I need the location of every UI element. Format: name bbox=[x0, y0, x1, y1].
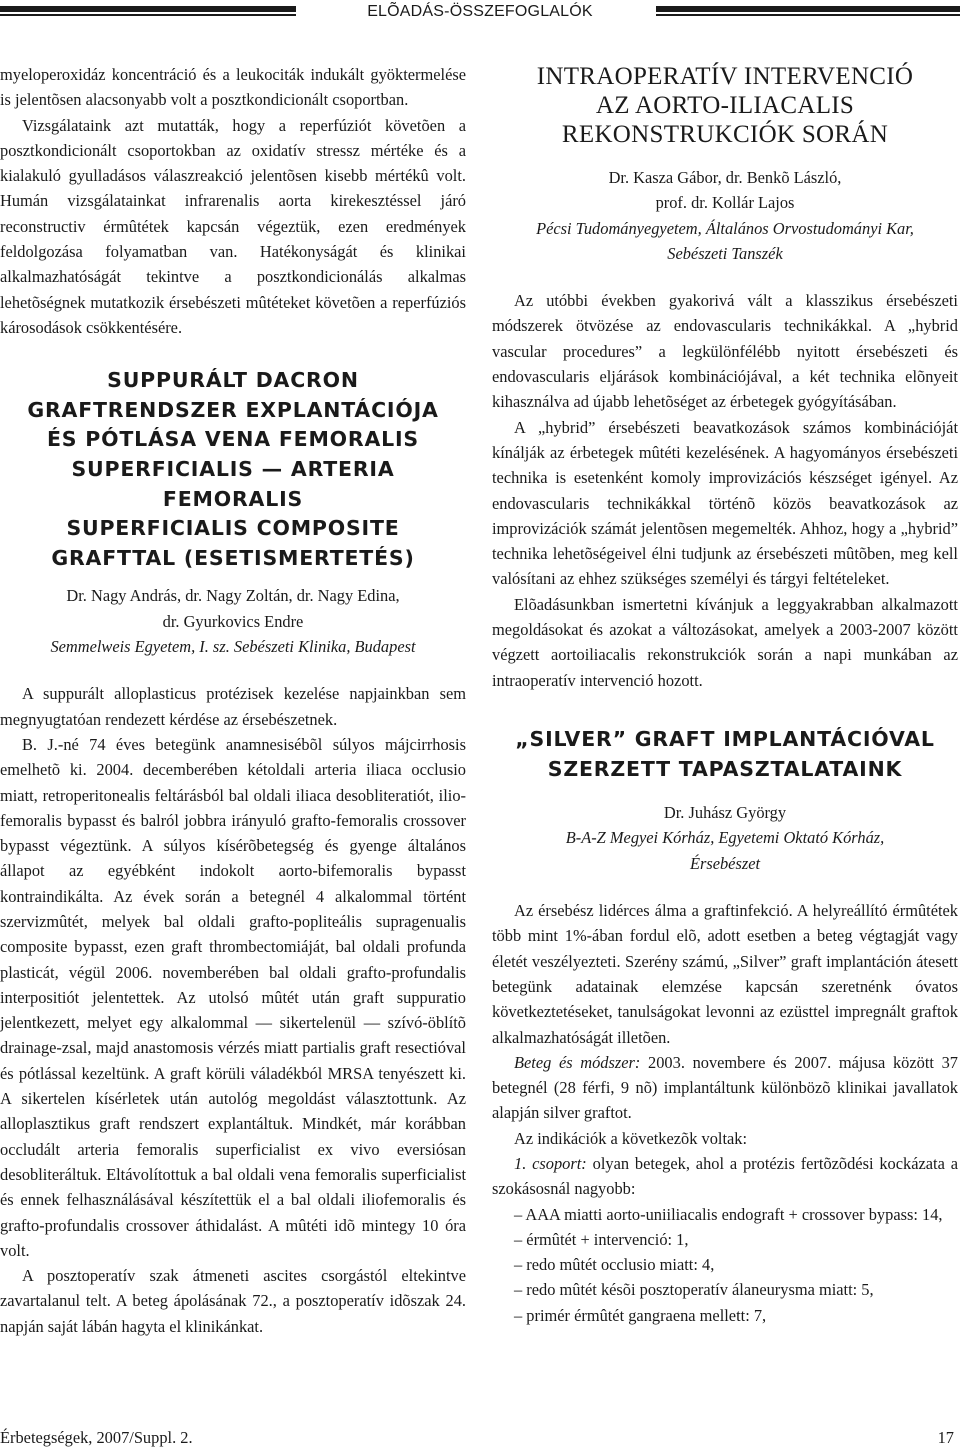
author-line: dr. Gyurkovics Endre bbox=[162, 611, 304, 631]
left-column bbox=[0, 62, 466, 1339]
authors bbox=[492, 165, 958, 216]
body-paragraph: Az utóbbi években gyakorivá vált a klasszikus érsebészeti módszerek ötvözése az endovascularis technikákkal. A „hybrid vascular procedures” a legkülönfélébb nyitott érsebészeti és endovascularis eljárások kombinációjával, a két technika elõnyeit kihasználva ad újabb lehetõséget az érbetegek gyógyításában. bbox=[492, 291, 958, 412]
article-body bbox=[0, 681, 466, 1339]
header-rule-left-thin bbox=[0, 14, 296, 16]
group-label: 1. csoport: bbox=[514, 1153, 587, 1173]
page-header bbox=[0, 0, 960, 26]
method-label: Beteg és módszer: bbox=[514, 1052, 641, 1072]
list-item: – redo mûtét késõi posztoperatív álaneurysma miatt: 5, bbox=[514, 1280, 874, 1300]
list-item: – redo mûtét occlusio miatt: 4, bbox=[514, 1255, 715, 1275]
affiliation-line: Érsebészet bbox=[689, 853, 761, 873]
authors bbox=[0, 583, 466, 634]
article-body bbox=[492, 898, 958, 1328]
method-text: 2003. novembere és 2007. májusa között 37 betegnél (28 férfi, 9 nõ) implantáltunk különbözõ klinikai javallatok alapján silver graftot. bbox=[492, 1052, 958, 1123]
affiliation bbox=[492, 216, 958, 267]
intro-paragraph: myeloperoxidáz koncentráció és a leukociták indukált gyöktermelése is jelentõsen alacsonyabb volt a posztkondicionált csoportban. bbox=[0, 65, 466, 110]
group-paragraph bbox=[492, 1151, 958, 1202]
page-number: 17 bbox=[937, 1428, 954, 1447]
intro-paragraph: Vizsgálataink azt mutatták, hogy a reperfúziót követõen a posztkondicionált csoportokban az oxidatív stressz mértéke és a kialakuló gyulladásos válaszreakció jelentõsen kisebb mértékû volt. Humán vizsgálatainkat infrarenalis aorta kirekesztéssel járó reconstructiv érmûtétek kapcsán végeztük, ezen eredmények feldolgozása folyamatban van. Hatékonyságát és klinikai alkalmazhatóságát tekintve a posztkondicionálás alkalmas lehetõségnek mutatkozik érsebészeti mûtéteket követõen a reperfúziós károsodások csökkentésére. bbox=[0, 115, 466, 337]
method-paragraph bbox=[492, 1050, 958, 1126]
right-column bbox=[492, 62, 958, 1328]
title-line: „SILVER” GRAFT IMPLANTÁCIÓVAL bbox=[515, 726, 935, 751]
list-item: – primér érmûtét gangraena mellett: 7, bbox=[514, 1305, 767, 1325]
body-paragraph: A „hybrid” érsebészeti beavatkozások számos kombinációját kínálják az érbetegek mûtéti kezelésének. A hagyományos érsebészeti technika is esetenként komoly improvizációs készséget igényel. Az endovascularis technikákkal történõ közös beavatkozások az improvizációk számát jelentõsen megemelték. Ahhoz, hogy a „hybrid” technika lehetõségeivel élni tudjunk az érsebészeti mûtõben, meg kell valósítani az ehhez szükséges személyi és tárgyi feltételeket. bbox=[492, 417, 958, 589]
title-line: AZ AORTO-ILIACALIS bbox=[595, 92, 855, 119]
list-item: – AAA miatti aorto-uniiliacalis endograft + crossover bypass: 14, bbox=[514, 1204, 943, 1224]
author-line: Dr. Juhász György bbox=[663, 803, 787, 823]
header-rule-right-thick bbox=[656, 6, 960, 12]
header-rule-right-thin bbox=[656, 14, 960, 16]
affiliation-line: B-A-Z Megyei Kórház, Egyetemi Oktató Kórház, bbox=[565, 828, 885, 848]
title-line: SUPERFICIALIS — ARTERIA FEMORALIS bbox=[71, 457, 395, 511]
author-line: prof. dr. Kollár Lajos bbox=[655, 193, 795, 213]
header-rule-left-thick bbox=[0, 6, 296, 12]
title-line: SUPERFICIALIS COMPOSITE bbox=[66, 516, 400, 541]
title-line: ÉS PÓTLÁSA VENA FEMORALIS bbox=[46, 427, 419, 452]
affiliation-line: Sebészeti Tanszék bbox=[667, 243, 783, 263]
section-label: ELÕADÁS-ÖSSZEFOGLALÓK bbox=[367, 3, 593, 20]
body-paragraph: B. J.-né 74 éves betegünk anamnesisébõl súlyos májcirrhosis emelhetõ ki. 2004. decemberében kétoldali arteria iliaca occlusio miatt, retroperitonealis feltárásból bal oldali iliaca desobliteratiót, ilio-femoralis bypasst és balról jobbra irányuló grafto-femoralis crossover bypasst végeztünk. A súlyos kísérõbetegség és gyenge általános állapot az egyébként indokolt aorto-bifemoralis bypasst kontraindikálta. Az évek során a betegnél 4 alkalommal történt szervizmûtét, melyek bal oldali grafto-popliteális supragenualis composite bypasst, ezen graft thrombectomiáját, bal oldali profunda plasticát, végül 2006. novemberében bal oldali grafto-profundalis interpositiót jelentettek. Az utolsó mûtét után graft suppuratio jelentkezett, melyet egy alkalommal — sikertelenül — szívó-öblítõ drainage-zsal, majd anastomosis vérzés miatt partialis graft resectióval és pótlással kezeltünk. A graft körüli váladékból MRSA tenyészett ki. A sikertelen kísérletek után autológ megoldást választottunk. Az alloplasztikus graft rendszert explantáltuk. Mindkét, már korábban occludált arteria femoralis superficialist ex vivo eversiósan desobliteráltuk. Eltávolítottuk a bal oldali vena femoralis superficialist és ennek felhasználásával készítettük el a bal oldali iliofemoralis és grafto-profundalis crossover áthidalást. A mûtéti idõ mintegy 10 óra volt. bbox=[0, 734, 466, 1260]
author-line: Dr. Nagy András, dr. Nagy Zoltán, dr. Nagy Edina, bbox=[66, 586, 400, 606]
article-title bbox=[492, 725, 958, 784]
author-line: Dr. Kasza Gábor, dr. Benkõ László, bbox=[608, 168, 842, 187]
article-title bbox=[0, 366, 466, 573]
title-line: GRAFTRENDSZER EXPLANTÁCIÓJA bbox=[27, 397, 439, 422]
title-line: INTRAOPERATÍV INTERVENCIÓ bbox=[536, 63, 914, 90]
body-paragraph: A suppurált alloplasticus protézisek kezelése napjainkban sem megnyugtatóan rendezett kérdése az érsebészetnek. bbox=[0, 684, 466, 729]
article-body bbox=[492, 288, 958, 693]
body-paragraph: Elõadásunkban ismertetni kívánjuk a leggyakrabban alkalmazott megoldásokat és azokat a változásokat, amelyek a 2003-2007 között végzett aortoiliacalis rekonstrukciók során a napi munkában az intraoperatív intervenció hozott. bbox=[492, 594, 958, 690]
body-paragraph: Az érsebész lidérces álma a graftinfekció. A helyreállító érmûtétek több mint 1%-ában fordul elõ, adott esetben a beteg végtagját vagy életét veszélyezteti. Szerény számú, „Silver” graft implantáción átesett betegünk adatainak elemzése kapcsán szeretnénk óvatos következtetéseket, tanulságokat levonni az ezüsttel impregnált graftok alkalmazhatóságát illetõen. bbox=[492, 901, 958, 1047]
affiliation: Semmelweis Egyetem, I. sz. Sebészeti Klinika, Budapest bbox=[50, 637, 416, 657]
affiliation bbox=[492, 825, 958, 876]
group-text: olyan betegek, ahol a protézis fertõzõdési kockázata a szokásosnál nagyobb: bbox=[492, 1153, 958, 1199]
affiliation-line: Pécsi Tudományegyetem, Általános Orvostudományi Kar, bbox=[536, 218, 914, 238]
title-line: REKONSTRUKCIÓK SORÁN bbox=[561, 121, 889, 148]
journal-footer: Érbetegségek, 2007/Suppl. 2. bbox=[0, 1428, 193, 1447]
indications-line: Az indikációk a következõk voltak: bbox=[514, 1128, 748, 1148]
body-paragraph: A posztoperatív szak átmeneti ascites csorgástól eltekintve zavartalanul telt. A beteg ápolásának 72., a posztoperatív idõszak 24. napján saját lábán hagyta el klinikánkat. bbox=[0, 1266, 466, 1336]
list-item: – érmûtét + intervenció: 1, bbox=[514, 1229, 689, 1249]
title-line: SUPPURÁLT DACRON bbox=[107, 368, 359, 393]
title-line: SZERZETT TAPASZTALATAINK bbox=[547, 756, 903, 781]
article-title bbox=[492, 62, 958, 149]
title-line: GRAFTTAL (ESETISMERTETÉS) bbox=[51, 545, 415, 570]
